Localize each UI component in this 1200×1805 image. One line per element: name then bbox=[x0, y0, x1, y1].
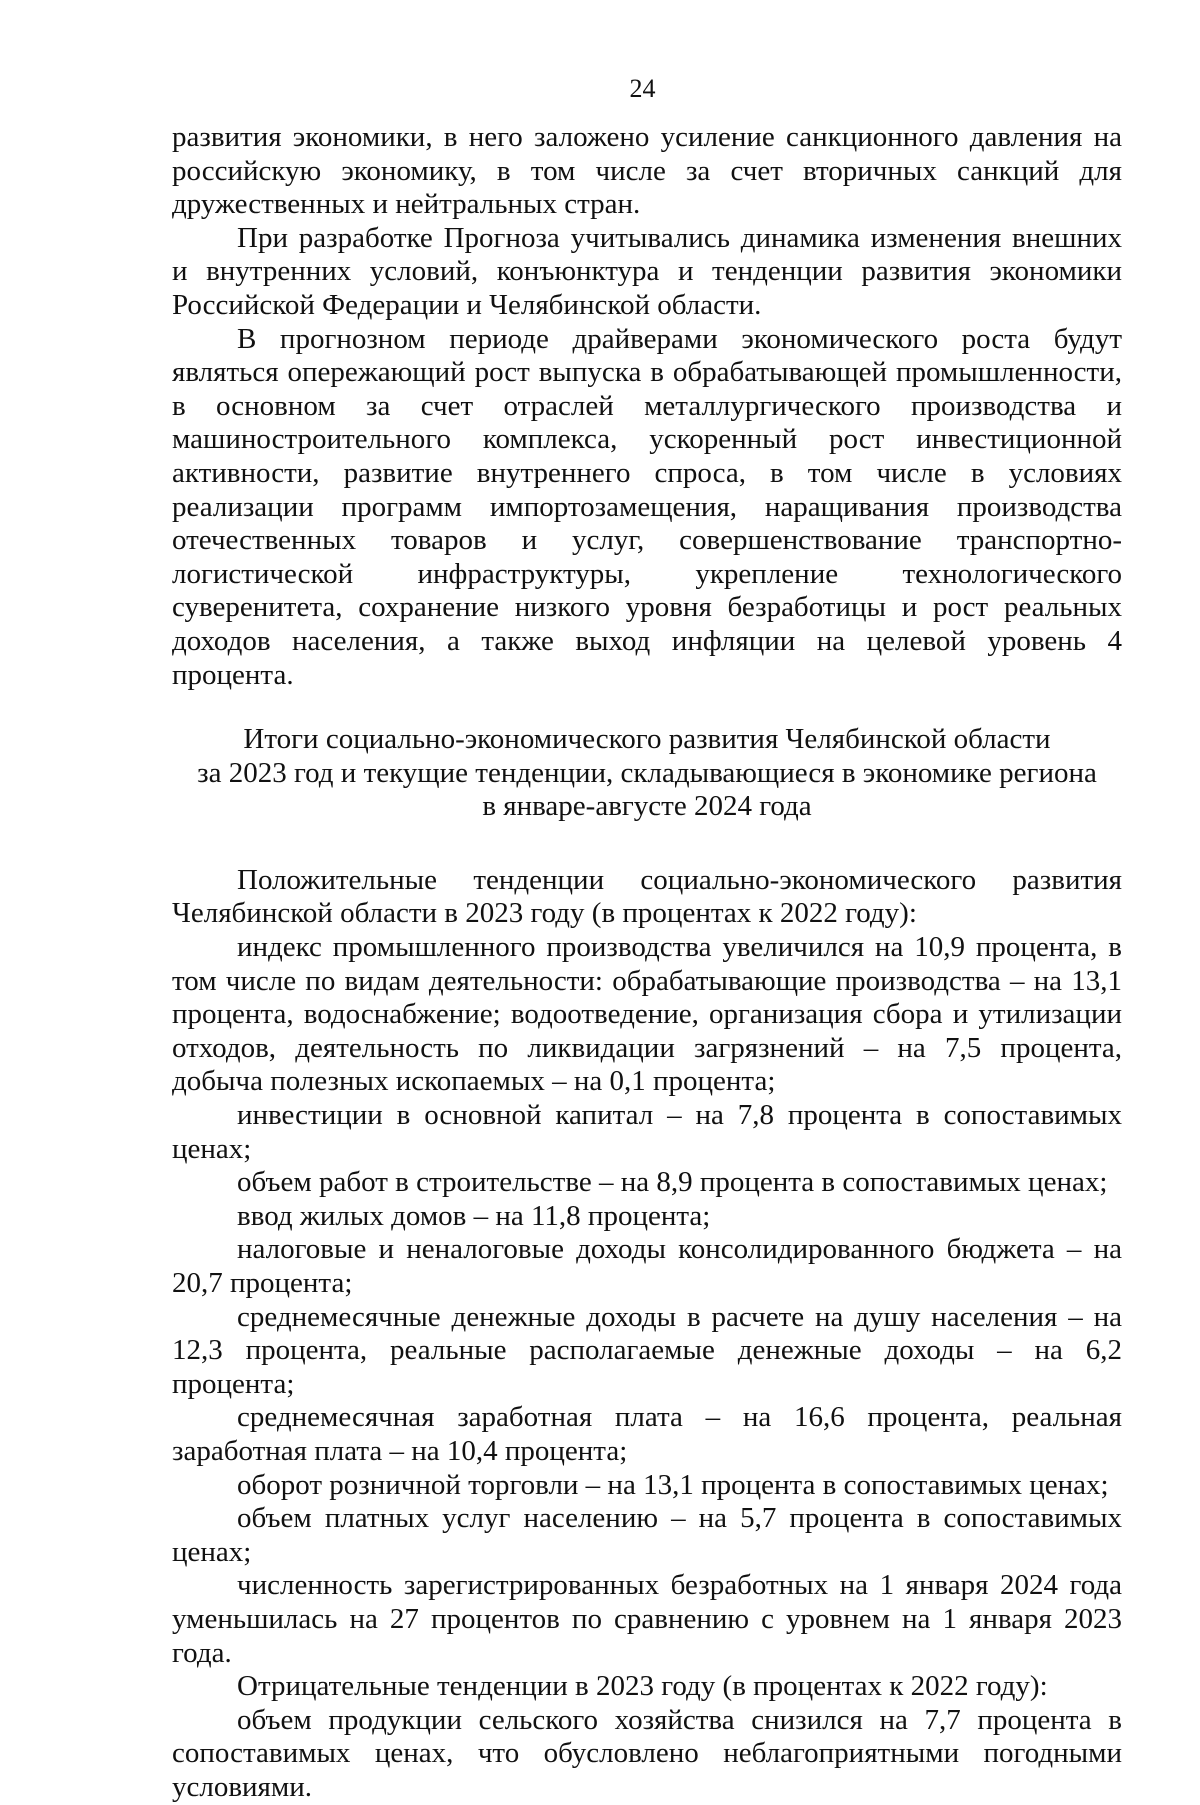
page-number: 24 bbox=[629, 74, 656, 103]
section-heading-line-3: в январе-августе 2024 года bbox=[482, 790, 812, 823]
paragraph-agriculture: объем продукции сельского хозяйства снизился на 7,7 процента в сопоставимых ценах, что обусловлено неблагоприятными погодными условиями. bbox=[172, 1703, 1122, 1803]
paragraph-positive-trends-intro: Положительные тенденции социально-экономического развития Челябинской области в 2023 году (в процентах к 2022 году): bbox=[172, 863, 1122, 930]
paragraph-budget-revenues: налоговые и неналоговые доходы консолидированного бюджета – на 20,7 процента; bbox=[172, 1233, 1122, 1299]
paragraph-construction: объем работ в строительстве – на 8,9 процента в сопоставимых ценах; bbox=[237, 1166, 1108, 1199]
paragraph-continuation: развития экономики, в него заложено усиление санкционного давления на российскую экономику, в том числе за счет вторичных санкций для дружественных и нейтральных стран. bbox=[172, 121, 1122, 221]
document-body bbox=[172, 121, 1122, 1805]
section-heading bbox=[172, 723, 1122, 824]
paragraph-wages: среднемесячная заработная плата – на 16,6 процента, реальная заработная плата – на 10,4 процента; bbox=[172, 1401, 1122, 1467]
paragraph-unemployment: численность зарегистрированных безработных на 1 января 2024 года уменьшилась на 27 процентов по сравнению с уровнем на 1 января 2023 года. bbox=[172, 1569, 1122, 1669]
paragraph-forecast-development: При разработке Прогноза учитывались динамика изменения внешних и внутренних условий, конъюнктура и тенденции развития экономики Российской Федерации и Челябинской области. bbox=[172, 221, 1122, 321]
paragraph-growth-drivers: В прогнозном периоде драйверами экономического роста будут являться опережающий рост выпуска в обрабатывающей промышленности, в основном за счет отраслей металлургического производства и машиностроительного комплекса, ускоренный рост инвестиционной активности, развитие внутреннего спроса, в том числе в условиях реализации программ импортозамещения, наращивания производства отечественных товаров и услуг, совершенствование транспортно-логистической инфраструктуры, укрепление технологического суверенитета, сохранение низкого уровня безработицы и рост реальных доходов населения, а также выход инфляции на целевой уровень 4 процента. bbox=[172, 322, 1122, 691]
paragraph-negative-trends-intro: Отрицательные тенденции в 2023 году (в процентах к 2022 году): bbox=[237, 1670, 1048, 1703]
section-heading-line-2: за 2023 год и текущие тенденции, складывающиеся в экономике региона bbox=[197, 756, 1097, 789]
paragraph-investments: инвестиции в основной капитал – на 7,8 процента в сопоставимых ценах; bbox=[172, 1099, 1122, 1165]
paragraph-industrial-index: индекс промышленного производства увеличился на 10,9 процента, в том числе по видам деятельности: обрабатывающие производства – на 13,1 процента, водоснабжение; водоотведение, организация сбора и утилизации отходов, деятельность по ликвидации загрязнений – на 7,5 процента, добыча полезных ископаемых – на 0,1 процента; bbox=[172, 931, 1122, 1098]
paragraph-housing: ввод жилых домов – на 11,8 процента; bbox=[237, 1199, 711, 1232]
paragraph-paid-services: объем платных услуг населению – на 5,7 процента в сопоставимых ценах; bbox=[172, 1502, 1122, 1568]
section-heading-line-1: Итоги социально-экономического развития Челябинской области bbox=[243, 723, 1051, 756]
paragraph-retail: оборот розничной торговли – на 13,1 процента в сопоставимых ценах; bbox=[237, 1468, 1109, 1501]
paragraph-incomes: среднемесячные денежные доходы в расчете на душу населения – на 12,3 процента, реальные располагаемые денежные доходы – на 6,2 процента; bbox=[172, 1300, 1122, 1400]
